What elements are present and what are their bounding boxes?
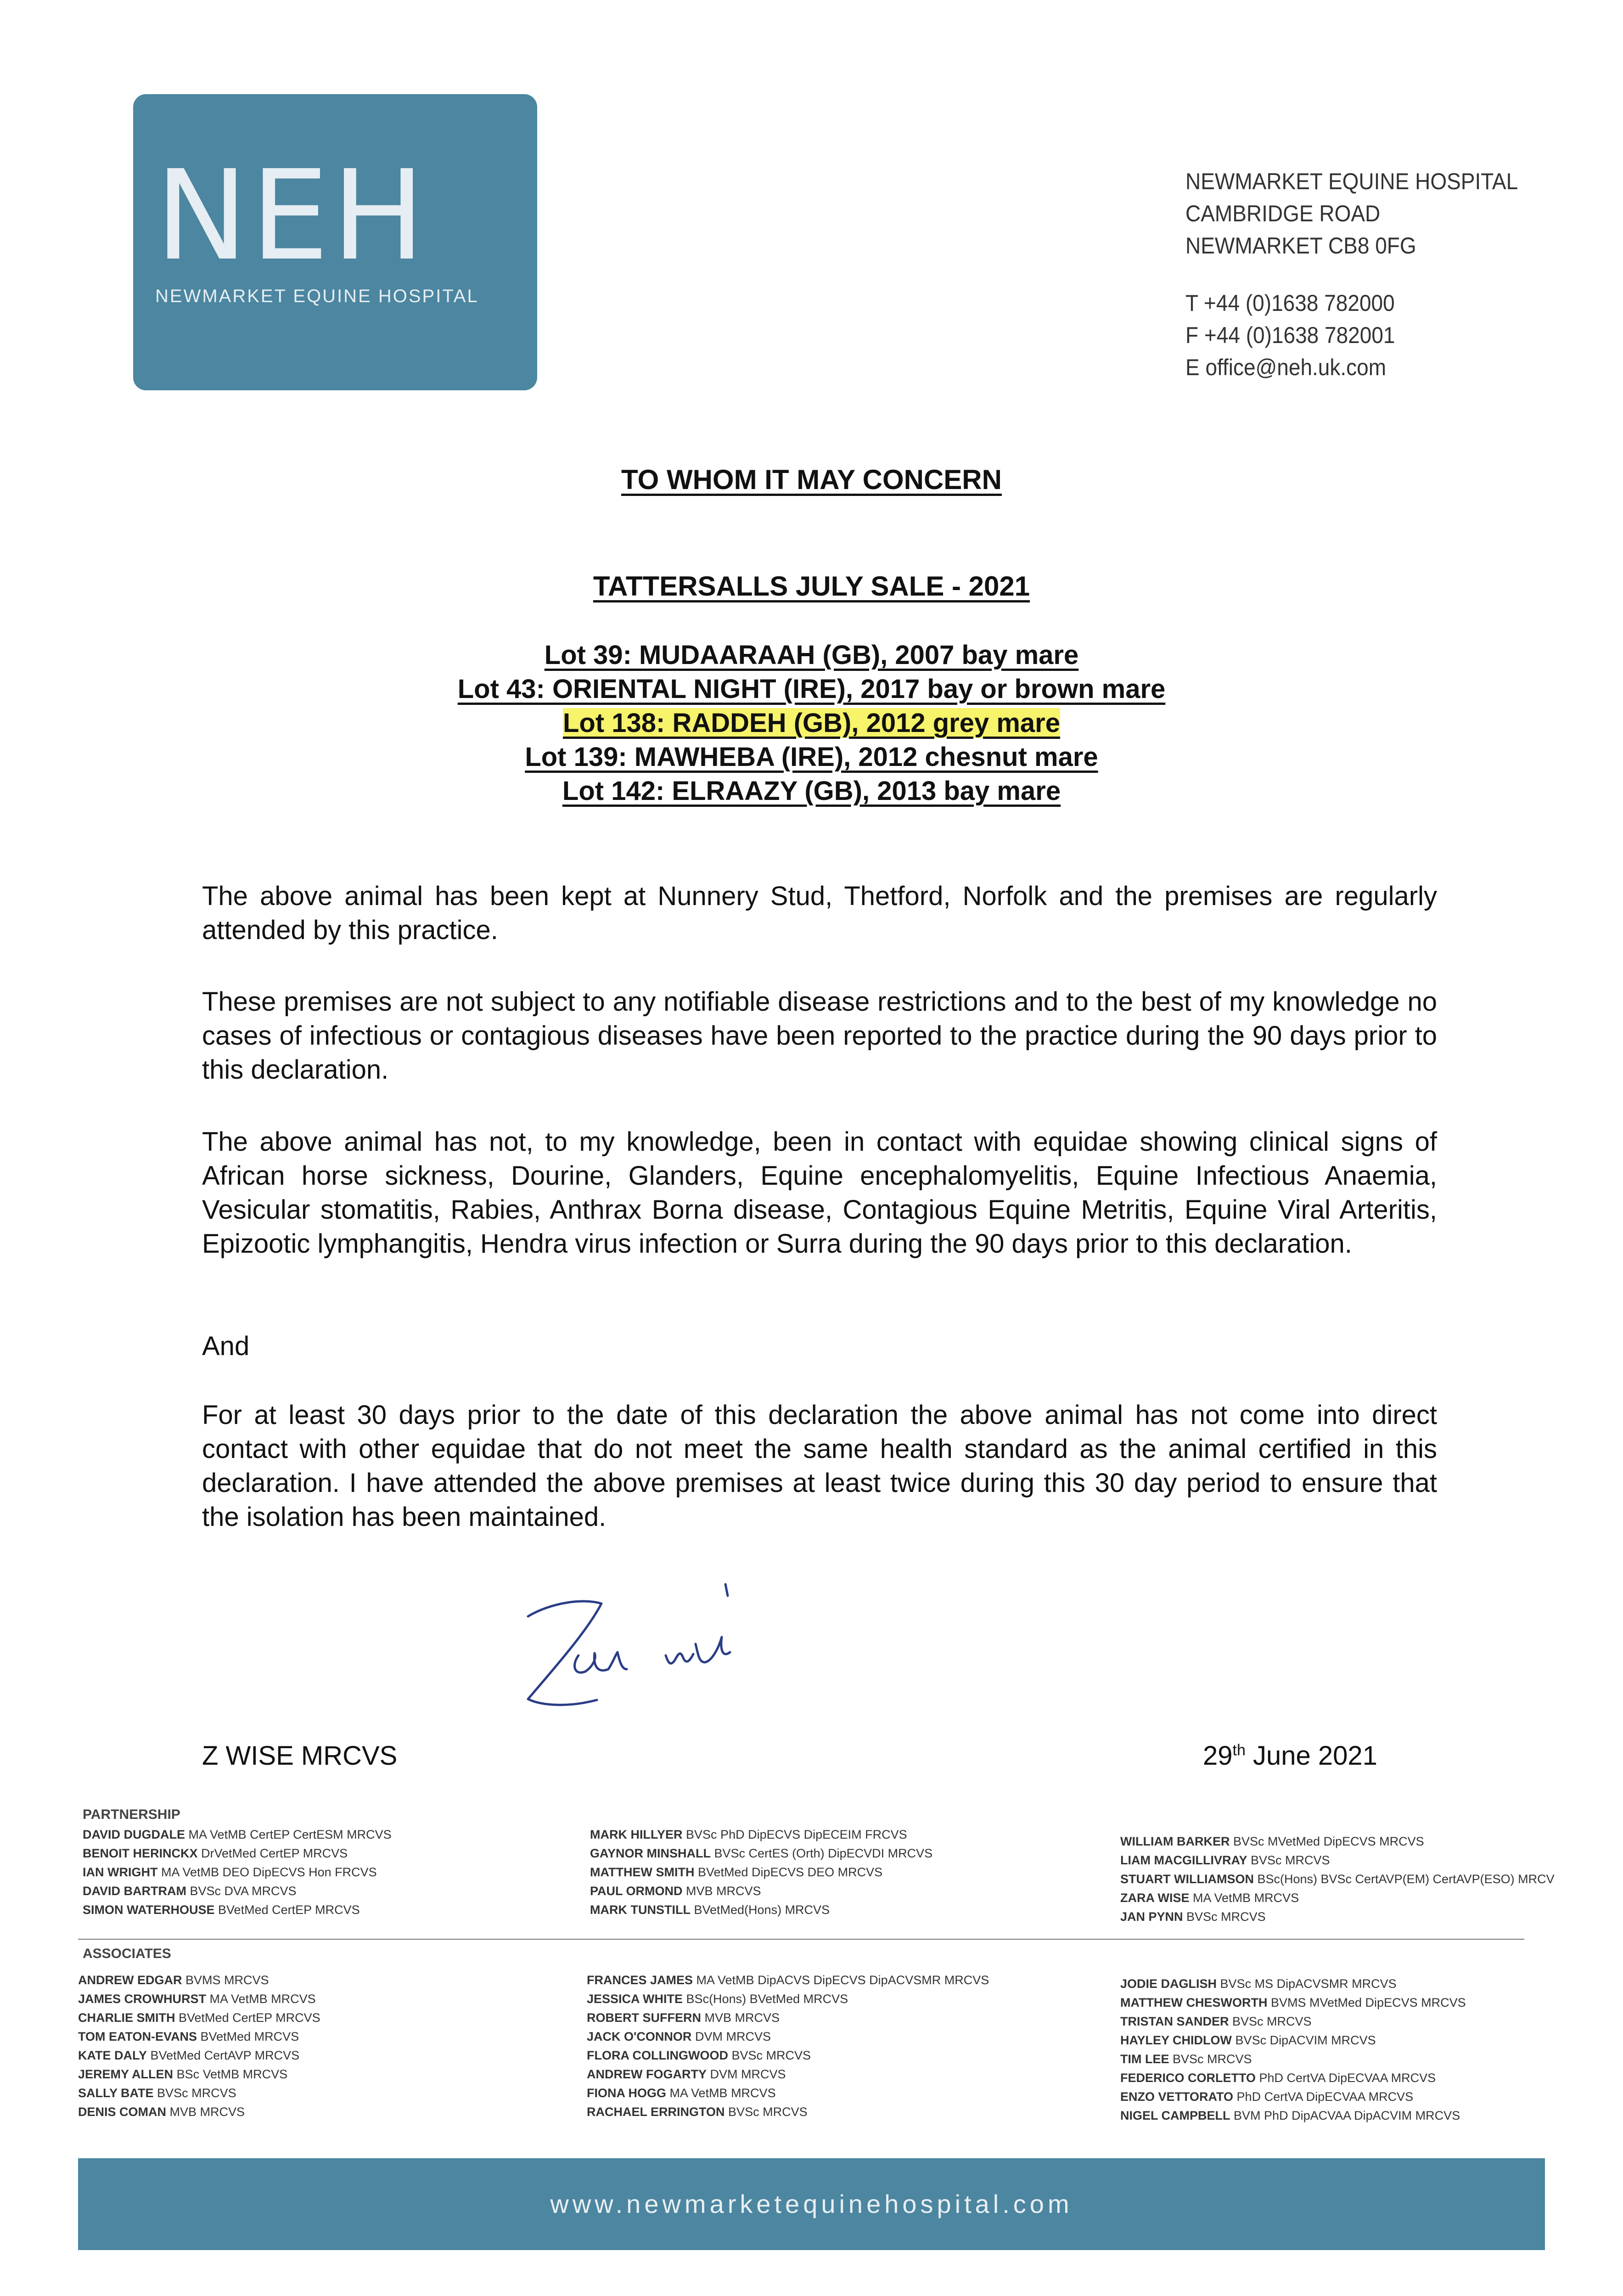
staff-entry bbox=[1120, 1870, 1555, 1889]
staff-entry bbox=[78, 2009, 320, 2027]
staff-name: ROBERT SUFFERN bbox=[587, 2011, 701, 2025]
staff-quals: BVSc CertES (Orth) DipECVDI MRCVS bbox=[714, 1846, 933, 1860]
staff-name: KATE DALY bbox=[78, 2048, 147, 2062]
staff-quals: BSc VetMB MRCVS bbox=[176, 2067, 288, 2081]
staff-entry bbox=[78, 2046, 320, 2065]
paragraph-isolation: For at least 30 days prior to the date of this declaration the above animal has not come into direct contact with other equidae that do not meet the same health standard as the animal certified in this declaration. I have attended the above premises at least twice during this 30 day period to ensure that the isolation has been maintained. bbox=[202, 1400, 1437, 1532]
staff-name: HAYLEY CHIDLOW bbox=[1120, 2033, 1232, 2047]
staff-entry bbox=[590, 1863, 932, 1882]
partnership-column-2 bbox=[590, 1825, 932, 1919]
staff-entry bbox=[587, 2065, 989, 2084]
staff-quals: BVSc DipACVIM MRCVS bbox=[1235, 2033, 1376, 2047]
staff-entry bbox=[1120, 1851, 1555, 1870]
staff-quals: MA VetMB MRCVS bbox=[209, 1992, 316, 2006]
staff-name: MATTHEW SMITH bbox=[590, 1865, 695, 1879]
staff-entry bbox=[587, 1990, 989, 2009]
staff-quals: DrVetMed CertEP MRCVS bbox=[201, 1846, 348, 1860]
declaration-date bbox=[1203, 1740, 1377, 1771]
staff-quals: BVSc MRCVS bbox=[1232, 2015, 1312, 2028]
staff-name: FRANCES JAMES bbox=[587, 1973, 693, 1987]
neh-logo bbox=[133, 94, 537, 390]
associates-column-1 bbox=[78, 1971, 320, 2122]
staff-name: DAVID BARTRAM bbox=[83, 1884, 186, 1898]
staff-entry bbox=[1120, 2050, 1466, 2069]
sale-heading bbox=[0, 570, 1623, 602]
staff-entry bbox=[83, 1863, 392, 1882]
staff-name: NIGEL CAMPBELL bbox=[1120, 2109, 1230, 2122]
address-line-3: NEWMARKET CB8 0FG bbox=[1185, 233, 1416, 259]
associates-label: ASSOCIATES bbox=[83, 1946, 171, 1961]
staff-name: MARK TUNSTILL bbox=[590, 1903, 691, 1917]
staff-entry bbox=[83, 1901, 392, 1919]
staff-quals: BVetMed CertAVP MRCVS bbox=[150, 2048, 300, 2062]
lot-item bbox=[0, 638, 1623, 672]
staff-entry bbox=[1120, 2069, 1466, 2088]
staff-quals: MA VetMB DEO DipECVS Hon FRCVS bbox=[161, 1865, 377, 1879]
date-day: 29 bbox=[1203, 1741, 1233, 1771]
staff-quals: BVSc PhD DipECVS DipECEIM FRCVS bbox=[686, 1828, 907, 1841]
staff-name: JACK O'CONNOR bbox=[587, 2030, 692, 2043]
staff-name: FEDERICO CORLETTO bbox=[1120, 2071, 1256, 2085]
staff-quals: BVSc MRCVS bbox=[1173, 2052, 1252, 2066]
partnership-column-3 bbox=[1120, 1832, 1555, 1926]
lot-text: Lot 142: ELRAAZY (GB), 2013 bay mare bbox=[562, 776, 1061, 806]
staff-quals: PhD CertVA DipECVAA MRCVS bbox=[1259, 2071, 1436, 2085]
staff-entry bbox=[1120, 2106, 1466, 2125]
section-divider bbox=[78, 1939, 1524, 1940]
sale-heading-text: TATTERSALLS JULY SALE - 2021 bbox=[593, 571, 1030, 602]
staff-name: MATTHEW CHESWORTH bbox=[1120, 1996, 1268, 2009]
staff-quals: BVSc DVA MRCVS bbox=[190, 1884, 297, 1898]
handwritten-signature bbox=[510, 1575, 808, 1727]
staff-quals: PhD CertVA DipECVAA MRCVS bbox=[1236, 2090, 1414, 2104]
staff-entry bbox=[1120, 1832, 1555, 1851]
staff-entry bbox=[78, 2084, 320, 2103]
footer-website[interactable]: www.newmarketequinehospital.com bbox=[550, 2189, 1073, 2218]
staff-name: ANDREW FOGARTY bbox=[587, 2067, 707, 2081]
date-suffix: th bbox=[1232, 1741, 1246, 1759]
paragraph-premises: The above animal has been kept at Nunnery Stud, Thetford, Norfolk and the premises are regularly attended by this practice. bbox=[202, 881, 1437, 945]
address-block bbox=[1185, 165, 1518, 383]
address-email: E office@neh.uk.com bbox=[1185, 355, 1387, 380]
letter-heading-text: TO WHOM IT MAY CONCERN bbox=[621, 464, 1002, 495]
staff-entry bbox=[78, 1971, 320, 1990]
staff-quals: MA VetMB CertEP CertESM MRCVS bbox=[188, 1828, 392, 1841]
staff-name: TIM LEE bbox=[1120, 2052, 1169, 2066]
staff-entry bbox=[1120, 2031, 1466, 2050]
staff-entry bbox=[587, 2046, 989, 2065]
staff-entry bbox=[590, 1844, 932, 1863]
staff-quals: BVSc MRCVS bbox=[1251, 1853, 1330, 1867]
date-rest: June 2021 bbox=[1245, 1741, 1377, 1771]
letter-heading bbox=[0, 464, 1623, 495]
staff-entry bbox=[587, 1971, 989, 1990]
staff-name: SIMON WATERHOUSE bbox=[83, 1903, 215, 1917]
associates-column-3 bbox=[1120, 1975, 1466, 2125]
staff-name: RACHAEL ERRINGTON bbox=[587, 2105, 725, 2119]
staff-entry bbox=[587, 2084, 989, 2103]
staff-name: TRISTAN SANDER bbox=[1120, 2015, 1229, 2028]
logo-wordmark: NEWMARKET EQUINE HOSPITAL bbox=[155, 286, 479, 306]
address-telephone: T +44 (0)1638 782000 bbox=[1185, 290, 1395, 316]
staff-quals: MA VetMB MRCVS bbox=[1193, 1891, 1299, 1905]
staff-name: DENIS COMAN bbox=[78, 2105, 167, 2119]
paragraph-contact: The above animal has not, to my knowledge, been in contact with equidae showing clinical signs of African horse sickness, Dourine, Glanders, Equine encephalomyelitis, Equine Infectious Anaemia, Vesicular stomatitis, Rabies, Anthrax Borna disease, Contagious Equine Metritis, Equine Viral Arteritis, Epizootic lymphangitis, Hendra virus infection or Surra during the 90 days prior to this declaration. bbox=[202, 1127, 1437, 1259]
staff-quals: BVetMed CertEP MRCVS bbox=[218, 1903, 360, 1917]
staff-quals: MA VetMB DipACVS DipECVS DipACVSMR MRCVS bbox=[696, 1973, 989, 1987]
staff-name: ENZO VETTORATO bbox=[1120, 2090, 1234, 2104]
staff-quals: MVB MRCVS bbox=[704, 2011, 780, 2025]
staff-name: SALLY BATE bbox=[78, 2086, 154, 2100]
staff-quals: DVM MRCVS bbox=[695, 2030, 771, 2043]
staff-name: STUART WILLIAMSON bbox=[1120, 1872, 1254, 1886]
staff-name: ANDREW EDGAR bbox=[78, 1973, 182, 1987]
staff-quals: BVSc MRCVS bbox=[1186, 1910, 1266, 1924]
partnership-column-1 bbox=[83, 1825, 392, 1919]
staff-name: JEREMY ALLEN bbox=[78, 2067, 174, 2081]
staff-name: JESSICA WHITE bbox=[587, 1992, 683, 2006]
staff-quals: BVSc MS DipACVSMR MRCVS bbox=[1220, 1977, 1397, 1991]
address-line-1: NEWMARKET EQUINE HOSPITAL bbox=[1185, 169, 1518, 194]
staff-name: GAYNOR MINSHALL bbox=[590, 1846, 711, 1860]
staff-quals: BVetMed DipECVS DEO MRCVS bbox=[697, 1865, 883, 1879]
address-line-2: CAMBRIDGE ROAD bbox=[1185, 201, 1381, 226]
signatory-name: Z WISE MRCVS bbox=[202, 1741, 398, 1771]
staff-quals: BSc(Hons) BVetMed MRCVS bbox=[686, 1992, 848, 2006]
staff-quals: BVSc MRCVS bbox=[157, 2086, 236, 2100]
staff-name: JAN PYNN bbox=[1120, 1910, 1183, 1924]
staff-quals: MA VetMB MRCVS bbox=[669, 2086, 776, 2100]
staff-name: PAUL ORMOND bbox=[590, 1884, 683, 1898]
staff-quals: DVM MRCVS bbox=[710, 2067, 786, 2081]
staff-entry bbox=[1120, 2088, 1466, 2106]
staff-name: IAN WRIGHT bbox=[83, 1865, 158, 1879]
staff-quals: BVSc MRCVS bbox=[728, 2105, 808, 2119]
lot-item bbox=[0, 672, 1623, 706]
staff-entry bbox=[1120, 1889, 1555, 1908]
address-fax: F +44 (0)1638 782001 bbox=[1185, 322, 1395, 348]
staff-name: BENOIT HERINCKX bbox=[83, 1846, 198, 1860]
lot-text: Lot 138: RADDEH (GB), 2012 grey mare bbox=[563, 708, 1060, 738]
lot-item-highlighted bbox=[0, 706, 1623, 740]
staff-name: MARK HILLYER bbox=[590, 1828, 683, 1841]
lot-item bbox=[0, 740, 1623, 774]
staff-entry bbox=[1120, 1993, 1466, 2012]
paragraph-restrictions: These premises are not subject to any notifiable disease restrictions and to the best of my knowledge no cases of infectious or contagious diseases have been reported to the practice during the 90 days prior to this declaration. bbox=[202, 987, 1437, 1085]
staff-quals: BVetMed MRCVS bbox=[200, 2030, 299, 2043]
staff-entry bbox=[587, 2027, 989, 2046]
paragraph-and: And bbox=[202, 1331, 250, 1361]
lot-item bbox=[0, 774, 1623, 808]
staff-entry bbox=[1120, 1908, 1555, 1926]
staff-name: FIONA HOGG bbox=[587, 2086, 666, 2100]
staff-entry bbox=[587, 2103, 989, 2122]
staff-quals: BVMS MVetMed DipECVS MRCVS bbox=[1270, 1996, 1466, 2009]
staff-quals: BVMS MRCVS bbox=[185, 1973, 269, 1987]
staff-name: JODIE DAGLISH bbox=[1120, 1977, 1217, 1991]
staff-entry bbox=[1120, 2012, 1466, 2031]
lot-list bbox=[0, 638, 1623, 808]
staff-entry bbox=[78, 1990, 320, 2009]
staff-entry bbox=[83, 1844, 392, 1863]
staff-entry bbox=[83, 1882, 392, 1901]
staff-name: FLORA COLLINGWOOD bbox=[587, 2048, 728, 2062]
footer-band bbox=[78, 2158, 1545, 2250]
logo-monogram: NEH bbox=[155, 143, 428, 288]
staff-entry bbox=[587, 2009, 989, 2027]
staff-entry bbox=[590, 1882, 932, 1901]
staff-name: DAVID DUGDALE bbox=[83, 1828, 185, 1841]
staff-name: LIAM MACGILLIVRAY bbox=[1120, 1853, 1247, 1867]
staff-quals: MVB MRCVS bbox=[169, 2105, 245, 2119]
lot-text: Lot 139: MAWHEBA (IRE), 2012 chesnut mare bbox=[525, 742, 1098, 772]
staff-entry bbox=[78, 2065, 320, 2084]
staff-name: ZARA WISE bbox=[1120, 1891, 1190, 1905]
staff-quals: BVetMed(Hons) MRCVS bbox=[694, 1903, 830, 1917]
staff-entry bbox=[83, 1825, 392, 1844]
staff-name: CHARLIE SMITH bbox=[78, 2011, 175, 2025]
staff-entry bbox=[78, 2027, 320, 2046]
staff-entry bbox=[1120, 1975, 1466, 1993]
partnership-label: PARTNERSHIP bbox=[83, 1807, 180, 1822]
staff-name: JAMES CROWHURST bbox=[78, 1992, 207, 2006]
staff-quals: BVM PhD DipACVAA DipACVIM MRCVS bbox=[1234, 2109, 1460, 2122]
staff-quals: BSc(Hons) BVSc CertAVP(EM) CertAVP(ESO) MRCV bbox=[1257, 1872, 1555, 1886]
staff-entry bbox=[590, 1825, 932, 1844]
associates-column-2 bbox=[587, 1971, 989, 2122]
lot-text: Lot 43: ORIENTAL NIGHT (IRE), 2017 bay or brown mare bbox=[457, 674, 1166, 704]
staff-name: TOM EATON-EVANS bbox=[78, 2030, 197, 2043]
lot-text: Lot 39: MUDAARAAH (GB), 2007 bay mare bbox=[544, 640, 1079, 670]
staff-quals: BVSc MVetMed DipECVS MRCVS bbox=[1233, 1835, 1424, 1848]
staff-quals: BVSc MRCVS bbox=[731, 2048, 811, 2062]
staff-entry bbox=[78, 2103, 320, 2122]
staff-quals: MVB MRCVS bbox=[686, 1884, 761, 1898]
staff-entry bbox=[590, 1901, 932, 1919]
staff-quals: BVetMed CertEP MRCVS bbox=[179, 2011, 320, 2025]
staff-name: WILLIAM BARKER bbox=[1120, 1835, 1230, 1848]
